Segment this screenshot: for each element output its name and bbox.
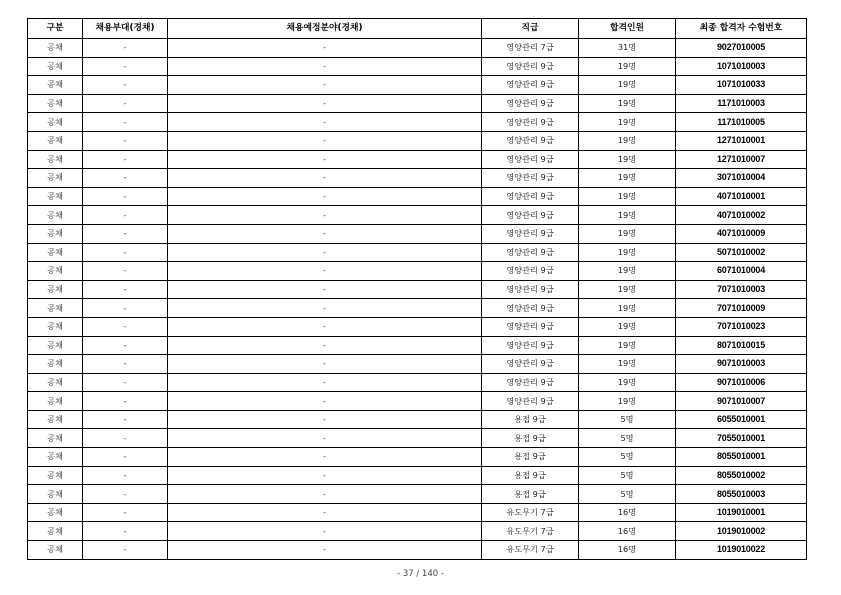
cell-grade: 영양관리 9급 <box>482 224 579 243</box>
cell-count: 19명 <box>579 76 676 95</box>
cell-exam-number: 1271010001 <box>676 131 807 150</box>
cell-exam-number: 1171010003 <box>676 94 807 113</box>
cell-category: 공채 <box>28 187 83 206</box>
cell-category: 공채 <box>28 280 83 299</box>
cell-category: 공채 <box>28 299 83 318</box>
cell-category: 공채 <box>28 410 83 429</box>
cell-count: 19명 <box>579 299 676 318</box>
cell-unit: - <box>83 410 168 429</box>
cell-exam-number: 1071010003 <box>676 57 807 76</box>
cell-field: - <box>168 541 482 560</box>
table-row <box>28 429 807 448</box>
cell-grade: 영양관리 9급 <box>482 113 579 132</box>
cell-unit: - <box>83 522 168 541</box>
table-row <box>28 355 807 374</box>
cell-count: 19명 <box>579 224 676 243</box>
table-row <box>28 336 807 355</box>
cell-exam-number: 3071010004 <box>676 169 807 188</box>
cell-field: - <box>168 150 482 169</box>
cell-exam-number: 1271010007 <box>676 150 807 169</box>
cell-category: 공채 <box>28 76 83 95</box>
cell-exam-number: 7071010003 <box>676 280 807 299</box>
cell-exam-number: 4071010001 <box>676 187 807 206</box>
cell-exam-number: 9071010007 <box>676 392 807 411</box>
cell-field: - <box>168 280 482 299</box>
cell-exam-number: 1019010002 <box>676 522 807 541</box>
table-row <box>28 280 807 299</box>
cell-count: 19명 <box>579 373 676 392</box>
cell-grade: 영양관리 9급 <box>482 131 579 150</box>
cell-category: 공채 <box>28 336 83 355</box>
cell-category: 공채 <box>28 448 83 467</box>
cell-grade: 영양관리 9급 <box>482 150 579 169</box>
table-row <box>28 522 807 541</box>
table-row <box>28 150 807 169</box>
cell-exam-number: 1171010005 <box>676 113 807 132</box>
cell-exam-number: 8071010015 <box>676 336 807 355</box>
cell-count: 19명 <box>579 131 676 150</box>
cell-field: - <box>168 410 482 429</box>
cell-exam-number: 7071010009 <box>676 299 807 318</box>
cell-field: - <box>168 224 482 243</box>
cell-grade: 영양관리 9급 <box>482 299 579 318</box>
cell-field: - <box>168 113 482 132</box>
page-number: - 37 / 140 - <box>397 569 444 579</box>
table-row <box>28 541 807 560</box>
cell-exam-number: 1019010001 <box>676 503 807 522</box>
cell-count: 19명 <box>579 243 676 262</box>
cell-count: 16명 <box>579 541 676 560</box>
cell-unit: - <box>83 113 168 132</box>
cell-count: 19명 <box>579 392 676 411</box>
cell-field: - <box>168 448 482 467</box>
cell-field: - <box>168 39 482 58</box>
cell-exam-number: 9027010005 <box>676 39 807 58</box>
cell-count: 16명 <box>579 522 676 541</box>
table-row <box>28 76 807 95</box>
cell-field: - <box>168 392 482 411</box>
cell-field: - <box>168 503 482 522</box>
header-exam-number: 최종 합격자 수험번호 <box>676 19 807 39</box>
table-row <box>28 485 807 504</box>
cell-category: 공채 <box>28 392 83 411</box>
cell-unit: - <box>83 169 168 188</box>
cell-unit: - <box>83 336 168 355</box>
cell-category: 공채 <box>28 94 83 113</box>
cell-grade: 영양관리 9급 <box>482 187 579 206</box>
cell-count: 19명 <box>579 150 676 169</box>
cell-exam-number: 6055010001 <box>676 410 807 429</box>
cell-field: - <box>168 466 482 485</box>
cell-category: 공채 <box>28 262 83 281</box>
cell-grade: 영양관리 9급 <box>482 94 579 113</box>
cell-category: 공채 <box>28 57 83 76</box>
table-row <box>28 224 807 243</box>
cell-unit: - <box>83 187 168 206</box>
cell-grade: 영양관리 9급 <box>482 373 579 392</box>
cell-field: - <box>168 94 482 113</box>
cell-category: 공채 <box>28 317 83 336</box>
cell-field: - <box>168 317 482 336</box>
cell-unit: - <box>83 485 168 504</box>
cell-grade: 유도무기 7급 <box>482 503 579 522</box>
table-row <box>28 373 807 392</box>
cell-count: 19명 <box>579 57 676 76</box>
cell-unit: - <box>83 355 168 374</box>
cell-exam-number: 9071010003 <box>676 355 807 374</box>
table-row <box>28 169 807 188</box>
cell-grade: 영양관리 9급 <box>482 57 579 76</box>
cell-field: - <box>168 243 482 262</box>
cell-unit: - <box>83 317 168 336</box>
cell-category: 공채 <box>28 224 83 243</box>
cell-unit: - <box>83 57 168 76</box>
table-row <box>28 131 807 150</box>
cell-field: - <box>168 76 482 95</box>
cell-unit: - <box>83 429 168 448</box>
cell-category: 공채 <box>28 522 83 541</box>
cell-unit: - <box>83 392 168 411</box>
cell-unit: - <box>83 466 168 485</box>
table-header-row <box>28 19 807 39</box>
cell-category: 공채 <box>28 429 83 448</box>
cell-grade: 용접 9급 <box>482 485 579 504</box>
cell-exam-number: 1071010033 <box>676 76 807 95</box>
cell-field: - <box>168 336 482 355</box>
table-row <box>28 206 807 225</box>
cell-category: 공채 <box>28 503 83 522</box>
cell-category: 공채 <box>28 355 83 374</box>
header-field: 채용예정분야(경채) <box>168 19 482 39</box>
cell-category: 공채 <box>28 541 83 560</box>
cell-grade: 영양관리 9급 <box>482 355 579 374</box>
cell-grade: 유도무기 7급 <box>482 541 579 560</box>
cell-count: 19명 <box>579 94 676 113</box>
table-row <box>28 410 807 429</box>
cell-exam-number: 7055010001 <box>676 429 807 448</box>
table-row <box>28 299 807 318</box>
table-row <box>28 466 807 485</box>
table-row <box>28 262 807 281</box>
cell-exam-number: 4071010002 <box>676 206 807 225</box>
cell-grade: 용접 9급 <box>482 410 579 429</box>
cell-exam-number: 8055010001 <box>676 448 807 467</box>
table-body <box>28 39 807 560</box>
cell-exam-number: 4071010009 <box>676 224 807 243</box>
header-category: 구분 <box>28 19 83 39</box>
results-page <box>27 18 806 560</box>
cell-grade: 유도무기 7급 <box>482 522 579 541</box>
cell-grade: 영양관리 7급 <box>482 39 579 58</box>
cell-exam-number: 5071010002 <box>676 243 807 262</box>
cell-unit: - <box>83 373 168 392</box>
cell-unit: - <box>83 280 168 299</box>
cell-category: 공채 <box>28 150 83 169</box>
cell-count: 16명 <box>579 503 676 522</box>
cell-count: 5명 <box>579 429 676 448</box>
cell-count: 5명 <box>579 448 676 467</box>
cell-category: 공채 <box>28 485 83 504</box>
cell-field: - <box>168 429 482 448</box>
cell-grade: 용접 9급 <box>482 466 579 485</box>
table-row <box>28 187 807 206</box>
cell-grade: 영양관리 9급 <box>482 392 579 411</box>
cell-count: 19명 <box>579 113 676 132</box>
cell-count: 5명 <box>579 466 676 485</box>
cell-unit: - <box>83 150 168 169</box>
cell-grade: 영양관리 9급 <box>482 206 579 225</box>
results-table <box>27 18 807 560</box>
cell-field: - <box>168 262 482 281</box>
cell-grade: 영양관리 9급 <box>482 280 579 299</box>
cell-unit: - <box>83 224 168 243</box>
cell-unit: - <box>83 94 168 113</box>
cell-field: - <box>168 131 482 150</box>
cell-field: - <box>168 57 482 76</box>
table-row <box>28 317 807 336</box>
cell-category: 공채 <box>28 243 83 262</box>
cell-grade: 영양관리 9급 <box>482 76 579 95</box>
table-row <box>28 94 807 113</box>
table-row <box>28 57 807 76</box>
cell-exam-number: 9071010006 <box>676 373 807 392</box>
cell-count: 19명 <box>579 187 676 206</box>
cell-grade: 영양관리 9급 <box>482 169 579 188</box>
cell-unit: - <box>83 39 168 58</box>
cell-count: 19명 <box>579 169 676 188</box>
cell-unit: - <box>83 262 168 281</box>
cell-count: 19명 <box>579 262 676 281</box>
cell-unit: - <box>83 243 168 262</box>
cell-count: 19명 <box>579 317 676 336</box>
cell-field: - <box>168 373 482 392</box>
cell-grade: 영양관리 9급 <box>482 243 579 262</box>
table-row <box>28 243 807 262</box>
cell-field: - <box>168 169 482 188</box>
cell-unit: - <box>83 76 168 95</box>
cell-count: 19명 <box>579 336 676 355</box>
cell-grade: 영양관리 9급 <box>482 336 579 355</box>
cell-field: - <box>168 485 482 504</box>
cell-field: - <box>168 355 482 374</box>
cell-field: - <box>168 187 482 206</box>
cell-count: 5명 <box>579 410 676 429</box>
cell-field: - <box>168 299 482 318</box>
cell-exam-number: 8055010003 <box>676 485 807 504</box>
cell-unit: - <box>83 206 168 225</box>
table-row <box>28 503 807 522</box>
cell-count: 19명 <box>579 280 676 299</box>
cell-exam-number: 8055010002 <box>676 466 807 485</box>
cell-unit: - <box>83 299 168 318</box>
cell-category: 공채 <box>28 466 83 485</box>
cell-grade: 영양관리 9급 <box>482 262 579 281</box>
header-grade: 직급 <box>482 19 579 39</box>
cell-category: 공채 <box>28 39 83 58</box>
cell-grade: 용접 9급 <box>482 429 579 448</box>
header-count: 합격인원 <box>579 19 676 39</box>
cell-category: 공채 <box>28 113 83 132</box>
cell-unit: - <box>83 541 168 560</box>
cell-grade: 용접 9급 <box>482 448 579 467</box>
cell-count: 19명 <box>579 206 676 225</box>
cell-exam-number: 1019010022 <box>676 541 807 560</box>
table-row <box>28 39 807 58</box>
cell-field: - <box>168 206 482 225</box>
cell-exam-number: 6071010004 <box>676 262 807 281</box>
cell-exam-number: 7071010023 <box>676 317 807 336</box>
cell-count: 5명 <box>579 485 676 504</box>
cell-category: 공채 <box>28 169 83 188</box>
cell-category: 공채 <box>28 131 83 150</box>
cell-unit: - <box>83 503 168 522</box>
cell-grade: 영양관리 9급 <box>482 317 579 336</box>
table-row <box>28 113 807 132</box>
cell-count: 31명 <box>579 39 676 58</box>
cell-unit: - <box>83 131 168 150</box>
table-row <box>28 448 807 467</box>
table-row <box>28 392 807 411</box>
header-unit: 채용부대(경채) <box>83 19 168 39</box>
cell-category: 공채 <box>28 206 83 225</box>
cell-count: 19명 <box>579 355 676 374</box>
cell-field: - <box>168 522 482 541</box>
cell-unit: - <box>83 448 168 467</box>
cell-category: 공채 <box>28 373 83 392</box>
